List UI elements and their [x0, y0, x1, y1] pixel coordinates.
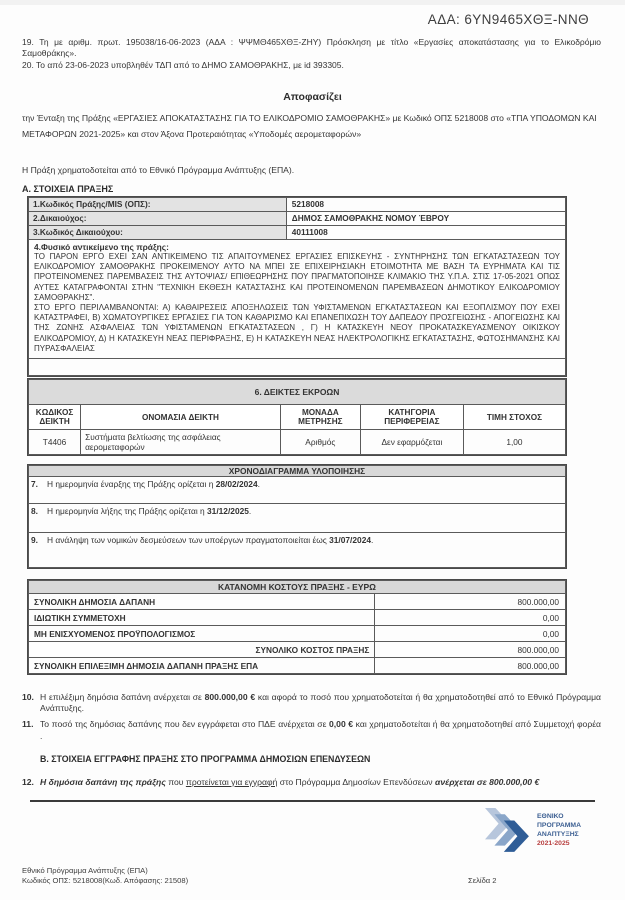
timeline-item-number: 9.	[31, 535, 38, 546]
cost-label: ΣΥΝΟΛΙΚΗ ΕΠΙΛΕΞΙΜΗ ΔΗΜΟΣΙΑ ΔΑΠΑΝΗ ΠΡΑΞΗΣ ΕΠΑ	[29, 658, 375, 674]
indicators-section-title: 6. ΔΕΙΚΤΕΣ ΕΚΡΟΩΝ	[29, 380, 566, 405]
indicator-unit: Αριθμός	[280, 430, 360, 455]
table-row	[29, 466, 566, 477]
epa-logo	[485, 808, 581, 854]
table-header-row	[29, 405, 566, 430]
cost-label: ΙΔΙΩΤΙΚΗ ΣΥΜΜΕΤΟΧΗ	[29, 610, 375, 626]
timeline-table	[28, 465, 566, 568]
note-text: που	[165, 776, 186, 787]
preamble-item-19	[22, 37, 601, 59]
footer-divider	[30, 800, 595, 802]
cost-label: ΣΥΝΟΛΙΚΟ ΚΟΣΤΟΣ ΠΡΑΞΗΣ	[29, 642, 375, 658]
column-header-indicator-code: ΚΩΔΙΚΟΣ ΔΕΙΚΤΗ	[29, 405, 81, 430]
footer-info	[22, 866, 188, 887]
table-row	[29, 211, 566, 225]
decision-body: την Ένταξη της Πράξης «ΕΡΓΑΣΙΕΣ ΑΠΟΚΑΤΑΣΤΑΣΗΣ ΓΙΑ ΤΟ ΕΛΙΚΟΔΡΟΜΙΟ ΣΑΜΟΘΡΑΚΗΣ» με Κωδικό ΟΠΣ 5218008 στο «ΤΠΑ ΥΠΟΔΟΜΩΝ ΚΑΙ ΜΕΤΑΦΟΡΩΝ 2021-2025» και στον Άξονα Προτεραιότητας «Υποδομές αερομεταφορών»	[22, 113, 597, 140]
epa-logo-years: 2021-2025	[537, 839, 570, 847]
project-details-table	[28, 197, 566, 376]
timeline-section-title: ΧΡΟΝΟΔΙΑΓΡΑΜΜΑ ΥΛΟΠΟΙΗΣΗΣ	[29, 466, 566, 477]
output-indicators-table	[28, 379, 566, 455]
epa-logo-text	[537, 813, 581, 848]
cost-value: 800.000,00	[375, 642, 566, 658]
row-value-beneficiary-code: 40111008	[286, 225, 565, 239]
timeline-cell	[29, 504, 566, 533]
ada-code: ΑΔΑ: 6ΥΝ9465ΧΘΞ-ΝΝΘ	[427, 12, 589, 27]
cost-row-total-public-expense	[29, 594, 566, 610]
indicator-region-category: Δεν εφαρμόζεται	[360, 430, 463, 455]
empty-cell	[29, 359, 566, 376]
preamble-item-20	[22, 60, 601, 71]
note-text: Η επιλέξιμη δημόσια δαπάνη ανέρχεται σε	[40, 692, 205, 703]
cost-label: ΣΥΝΟΛΙΚΗ ΔΗΜΟΣΙΑ ΔΑΠΑΝΗ	[29, 594, 375, 610]
note-item-number: 10.	[22, 692, 34, 703]
note-item-number: 11.	[22, 719, 34, 730]
note-text: Το ποσό της δημόσιας δαπάνης που δεν εγγράφεται στο ΠΔΕ ανέρχεται σε	[40, 719, 329, 730]
column-header-target-value: ΤΙΜΗ ΣΤΟΧΟΣ	[463, 405, 565, 430]
funding-note: Η Πράξη χρηματοδοτείται από το Εθνικό Πρόγραμμα Ανάπτυξης (ΕΠΑ).	[22, 164, 295, 175]
cost-value: 800.000,00	[375, 594, 566, 610]
cost-value: 800.000,00	[375, 658, 566, 674]
epa-logo-line2: ΠΡΟΓΡΑΜΜΑ	[537, 822, 581, 830]
cost-label: ΜΗ ΕΝΙΣΧΥΟΜΕΝΟΣ ΠΡΟΫΠΟΛΟΓΙΣΜΟΣ	[29, 626, 375, 642]
note-text: και αφορά το ποσό που χρηματοδοτείται ή θα χρηματοδοτηθεί από το Εθνικό Πρόγραμμα Ανάπτυξης.	[40, 692, 601, 714]
preamble-list	[22, 37, 601, 71]
timeline-date: 31/12/2025	[207, 506, 249, 517]
note-item-12	[22, 777, 601, 788]
row-label-mis-code: 1.Κωδικός Πράξης/MIS (ΟΠΣ):	[29, 197, 287, 211]
note-item-number: 12.	[22, 776, 34, 787]
cost-value: 0,00	[375, 626, 566, 642]
indicator-name: Συστήματα βελτίωσης της ασφάλειας αερομεταφορών	[81, 430, 281, 455]
note-amount: 0,00 €	[329, 719, 354, 730]
physical-object-paragraph-2: ΣΤΟ ΕΡΓΟ ΠΕΡΙΛΑΜΒΑΝΟΝΤΑΙ: Α) ΚΑΘΑΙΡΕΣΕΙΣ ΑΠΟΞΗΛΩΣΕΙΣ ΤΩΝ ΥΦΙΣΤΑΜΕΝΩΝ ΕΓΚΑΤΑΣΤΑΣΕΩΝ ΚΑΙ ΕΞΟΠΛΙΣΜΟΥ ΠΟΥ ΕΧΕΙ ΚΑΤΑΣΤΡΑΦΕΙ, Β) ΧΩΜΑΤΟΥΡΓΙΚΕΣ ΕΡΓΑΣΙΕΣ ΓΙΑ ΤΟΝ ΚΑΘΑΡΙΣΜΟ ΚΑΙ ΕΠΑΝΕΠΙΧΩΣΗ ΤΟΥ ΔΑΠΕΔΟΥ ΠΡΟΣΓΕΙΩΣΗΣ - ΑΠΟΓΕΙΩΣΗΣ ΚΑΙ ΤΗΣ ΖΩΝΗΣ ΑΣΦΑΛΕΙΑΣ ΤΩΝ ΥΦΙΣΤΑΜΕΝΩΝ ΕΓΚΑΤΑΣΤΑΣΕΩΝ , Γ) Η ΚΑΤΑΣΚΕΥΗ ΝΕΟΥ ΠΡΟΚΑΤΑΣΚΕΥΑΣΜΕΝΟΥ ΟΙΚΙΣΚΟΥ ΕΛΙΚΟΔΡΟΜΙΟΥ, Δ) Η ΚΑΤΑΣΚΕΥΗ ΝΕΑΣ ΠΕΡΙΦΡΑΞΗΣ, Ε) Η ΚΑΤΑΣΚΕΥΗ ΝΕΑΣ ΗΛΕΚΤΡΟΛΟΓΙΚΗΣ ΕΓΚΑΤΑΣΤΑΣΗΣ, ΦΩΤΟΣΗΜΑΝΣΗΣ ΚΑΙ ΠΥΡΑΣΦΑΛΕΙΑΣ	[34, 302, 560, 353]
timeline-date: 28/02/2024	[215, 479, 258, 490]
row-label-beneficiary: 2.Δικαιούχος:	[29, 211, 287, 225]
note-item-11	[22, 719, 601, 741]
timeline-item-text	[47, 535, 373, 545]
indicator-code: T4406	[29, 430, 81, 455]
preamble-item-20-text: Το από 23-06-2023 υποβληθέν ΤΔΠ από το ΔΗΜΟ ΣΑΜΟΘΡΑΚΗΣ, με id 393305.	[36, 60, 344, 71]
note-amount: ανέρχεται σε 800.000,00 €	[434, 776, 540, 787]
physical-object-label: 4.Φυσικό αντικείμενο της πράξης:	[34, 241, 169, 252]
footer-code-line: Κωδικός ΟΠΣ: 5218008(Κωδ. Απόφασης: 21508)	[22, 876, 189, 886]
table-row	[29, 239, 566, 358]
cost-breakdown-table	[28, 580, 566, 674]
timeline-cell	[29, 477, 566, 504]
timeline-item-text	[47, 479, 260, 489]
row-value-beneficiary: ΔΗΜΟΣ ΣΑΜΟΘΡΑΚΗΣ ΝΟΜΟΥ ΈΒΡΟΥ	[286, 211, 565, 225]
indicator-data-row	[29, 430, 566, 455]
note-text: και χρηματοδοτείται ή θα χρηματοδοτηθεί από Συμμετοχή φορέα .	[40, 719, 602, 741]
table-row	[29, 359, 566, 376]
footer-program-line: Εθνικό Πρόγραμμα Ανάπτυξης (ΕΠΑ)	[22, 866, 148, 875]
preamble-item-20-number: 20.	[22, 60, 34, 71]
cost-row-private-participation	[29, 610, 566, 626]
timeline-suffix: .	[371, 535, 374, 546]
timeline-item-number: 8.	[31, 506, 38, 517]
decision-title: Αποφασίζει	[283, 91, 342, 104]
note-text: στο Πρόγραμμα Δημοσίων Επενδύσεων	[277, 776, 435, 787]
cost-row-non-aided-budget	[29, 626, 566, 642]
epa-logo-line3: ΑΝΑΠΤΥΞΗΣ	[537, 831, 579, 838]
row-value-mis-code: 5218008	[286, 197, 565, 211]
note-item-body	[40, 777, 601, 788]
timeline-suffix: .	[248, 506, 252, 517]
table-row	[29, 380, 566, 405]
cost-value: 0,00	[375, 610, 566, 626]
section-a-heading: Α. ΣΤΟΙΧΕΙΑ ΠΡΑΞΗΣ	[22, 183, 114, 194]
cost-row-eligible-public-expense	[29, 658, 566, 674]
cost-section-title: ΚΑΤΑΝΟΜΗ ΚΟΣΤΟΥΣ ΠΡΑΞΗΣ - ΕΥΡΩ	[29, 581, 566, 594]
note-underlined-text: προτείνεται για εγγραφή	[185, 776, 278, 787]
preamble-item-19-number: 19.	[22, 37, 34, 47]
scan-edge-strip	[0, 0, 625, 5]
row-label-beneficiary-code: 3.Κωδικός Δικαιούχου:	[29, 225, 287, 239]
timeline-item-number: 7.	[31, 479, 38, 490]
timeline-text: Η ανάληψη των νομικών δεσμεύσεων των υποέργων πραγματοποιείται έως	[47, 535, 330, 546]
timeline-row-start-date	[29, 477, 566, 504]
timeline-row-legal-commitments	[29, 533, 566, 568]
table-row	[29, 225, 566, 239]
timeline-row-end-date	[29, 504, 566, 533]
timeline-item-text	[47, 506, 251, 516]
timeline-text: Η ημερομηνία λήξης της Πράξης ορίζεται η	[47, 506, 207, 517]
page-number: Σελίδα 2	[468, 876, 497, 885]
note-item-body	[40, 692, 601, 714]
note-item-body	[40, 719, 601, 741]
column-header-unit: ΜΟΝΑΔΑ ΜΕΤΡΗΣΗΣ	[280, 405, 360, 430]
table-row	[29, 197, 566, 211]
timeline-cell	[29, 533, 566, 568]
physical-object-paragraph-1: ΤΟ ΠΑΡΟΝ ΕΡΓΟ ΕΧΕΙ ΣΑΝ ΑΝΤΙΚΕΙΜΕΝΟ ΤΙΣ ΑΠΑΙΤΟΥΜΕΝΕΣ ΕΡΓΑΣΙΕΣ ΕΠΙΣΚΕΥΗΣ - ΣΥΝΤΗΡΗΣΗΣ ΤΩΝ ΕΓΚΑΤΑΣΤΑΣΕΩΝ ΤΟΥ ΕΛΙΚΟΔΡΟΜΙΟΥ ΣΑΜΟΘΡΑΚΗΣ ΠΡΟΚΕΙΜΕΝΟΥ ΑΥΤΟ ΝΑ ΜΠΕΙ ΣΕ ΕΠΙΧΕΙΡΗΣΙΑΚΗ ΕΤΟΙΜΟΤΗΤΑ ΜΕ ΒΑΣΗ ΤΑ ΕΥΡΗΜΑΤΑ ΚΑΙ ΤΙΣ ΠΡΟΤΕΙΝΟΜΕΝΕΣ ΠΑΡΕΜΒΑΣΕΙΣ ΤΗΣ ΑΥΤΟΨΙΑΣ/ ΕΠΙΘΕΩΡΗΣΗΣ ΠΟΥ ΠΡΑΓΜΑΤΟΠΟΙΗΣΕ ΚΛΙΜΑΚΙΟ ΤΗΣ Υ.Π.Α. ΣΤΙΣ 17-05-2021 ΟΠΩΣ ΑΥΤΕΣ ΚΑΤΑΓΡΑΦΟΝΤΑΙ ΣΤΗΝ "ΤΕΧΝΙΚΗ ΕΚΘΕΣΗ ΚΑΤΑΣΤΑΣΗΣ ΚΑΙ ΠΡΟΤΕΙΝΟΜΕΝΩΝ ΠΑΡΕΜΒΑΣΕΩΝ ΔΗΜΟΤΙΚΟΥ ΕΛΙΚΟΔΡΟΜΙΟΥ ΣΑΜΟΘΡΑΚΗΣ".	[34, 251, 560, 302]
note-item-10	[22, 692, 601, 714]
timeline-text: Η ημερομηνία έναρξης της Πράξης ορίζεται η	[47, 479, 216, 490]
column-header-region-category: ΚΑΤΗΓΟΡΙΑ ΠΕΡΙΦΕΡΕΙΑΣ	[360, 405, 463, 430]
epa-chevrons-icon	[485, 808, 531, 854]
epa-logo-line1: ΕΘΝΙΚΟ	[537, 813, 564, 821]
table-row	[29, 581, 566, 594]
physical-object-cell	[29, 239, 566, 358]
timeline-date: 31/07/2024	[329, 535, 372, 546]
note-amount: 800.000,00 €	[204, 692, 256, 703]
section-b-heading: Β. ΣΤΟΙΧΕΙΑ ΕΓΓΡΑΦΗΣ ΠΡΑΞΗΣ ΣΤΟ ΠΡΟΓΡΑΜΜΑ ΔΗΜΟΣΙΩΝ ΕΠΕΝΔΥΣΕΩΝ	[40, 753, 371, 764]
indicator-target-value: 1,00	[463, 430, 565, 455]
column-header-indicator-name: ΟΝΟΜΑΣΙΑ ΔΕΙΚΤΗ	[81, 405, 281, 430]
note-lead: Η δημόσια δαπάνη της πράξης	[40, 776, 166, 787]
timeline-suffix: .	[257, 479, 260, 490]
preamble-item-19-text: Τη με αριθμ. πρωτ. 195038/16-06-2023 (ΑΔΑ : ΨΨΜΘ465ΧΘΞ-ΖΗΥ) Πρόσκληση με τίτλο «Εργασίες αποκατάστασης για το Ελικοδρόμιο Σαμοθράκης».	[22, 37, 601, 59]
cost-row-total-cost	[29, 642, 566, 658]
